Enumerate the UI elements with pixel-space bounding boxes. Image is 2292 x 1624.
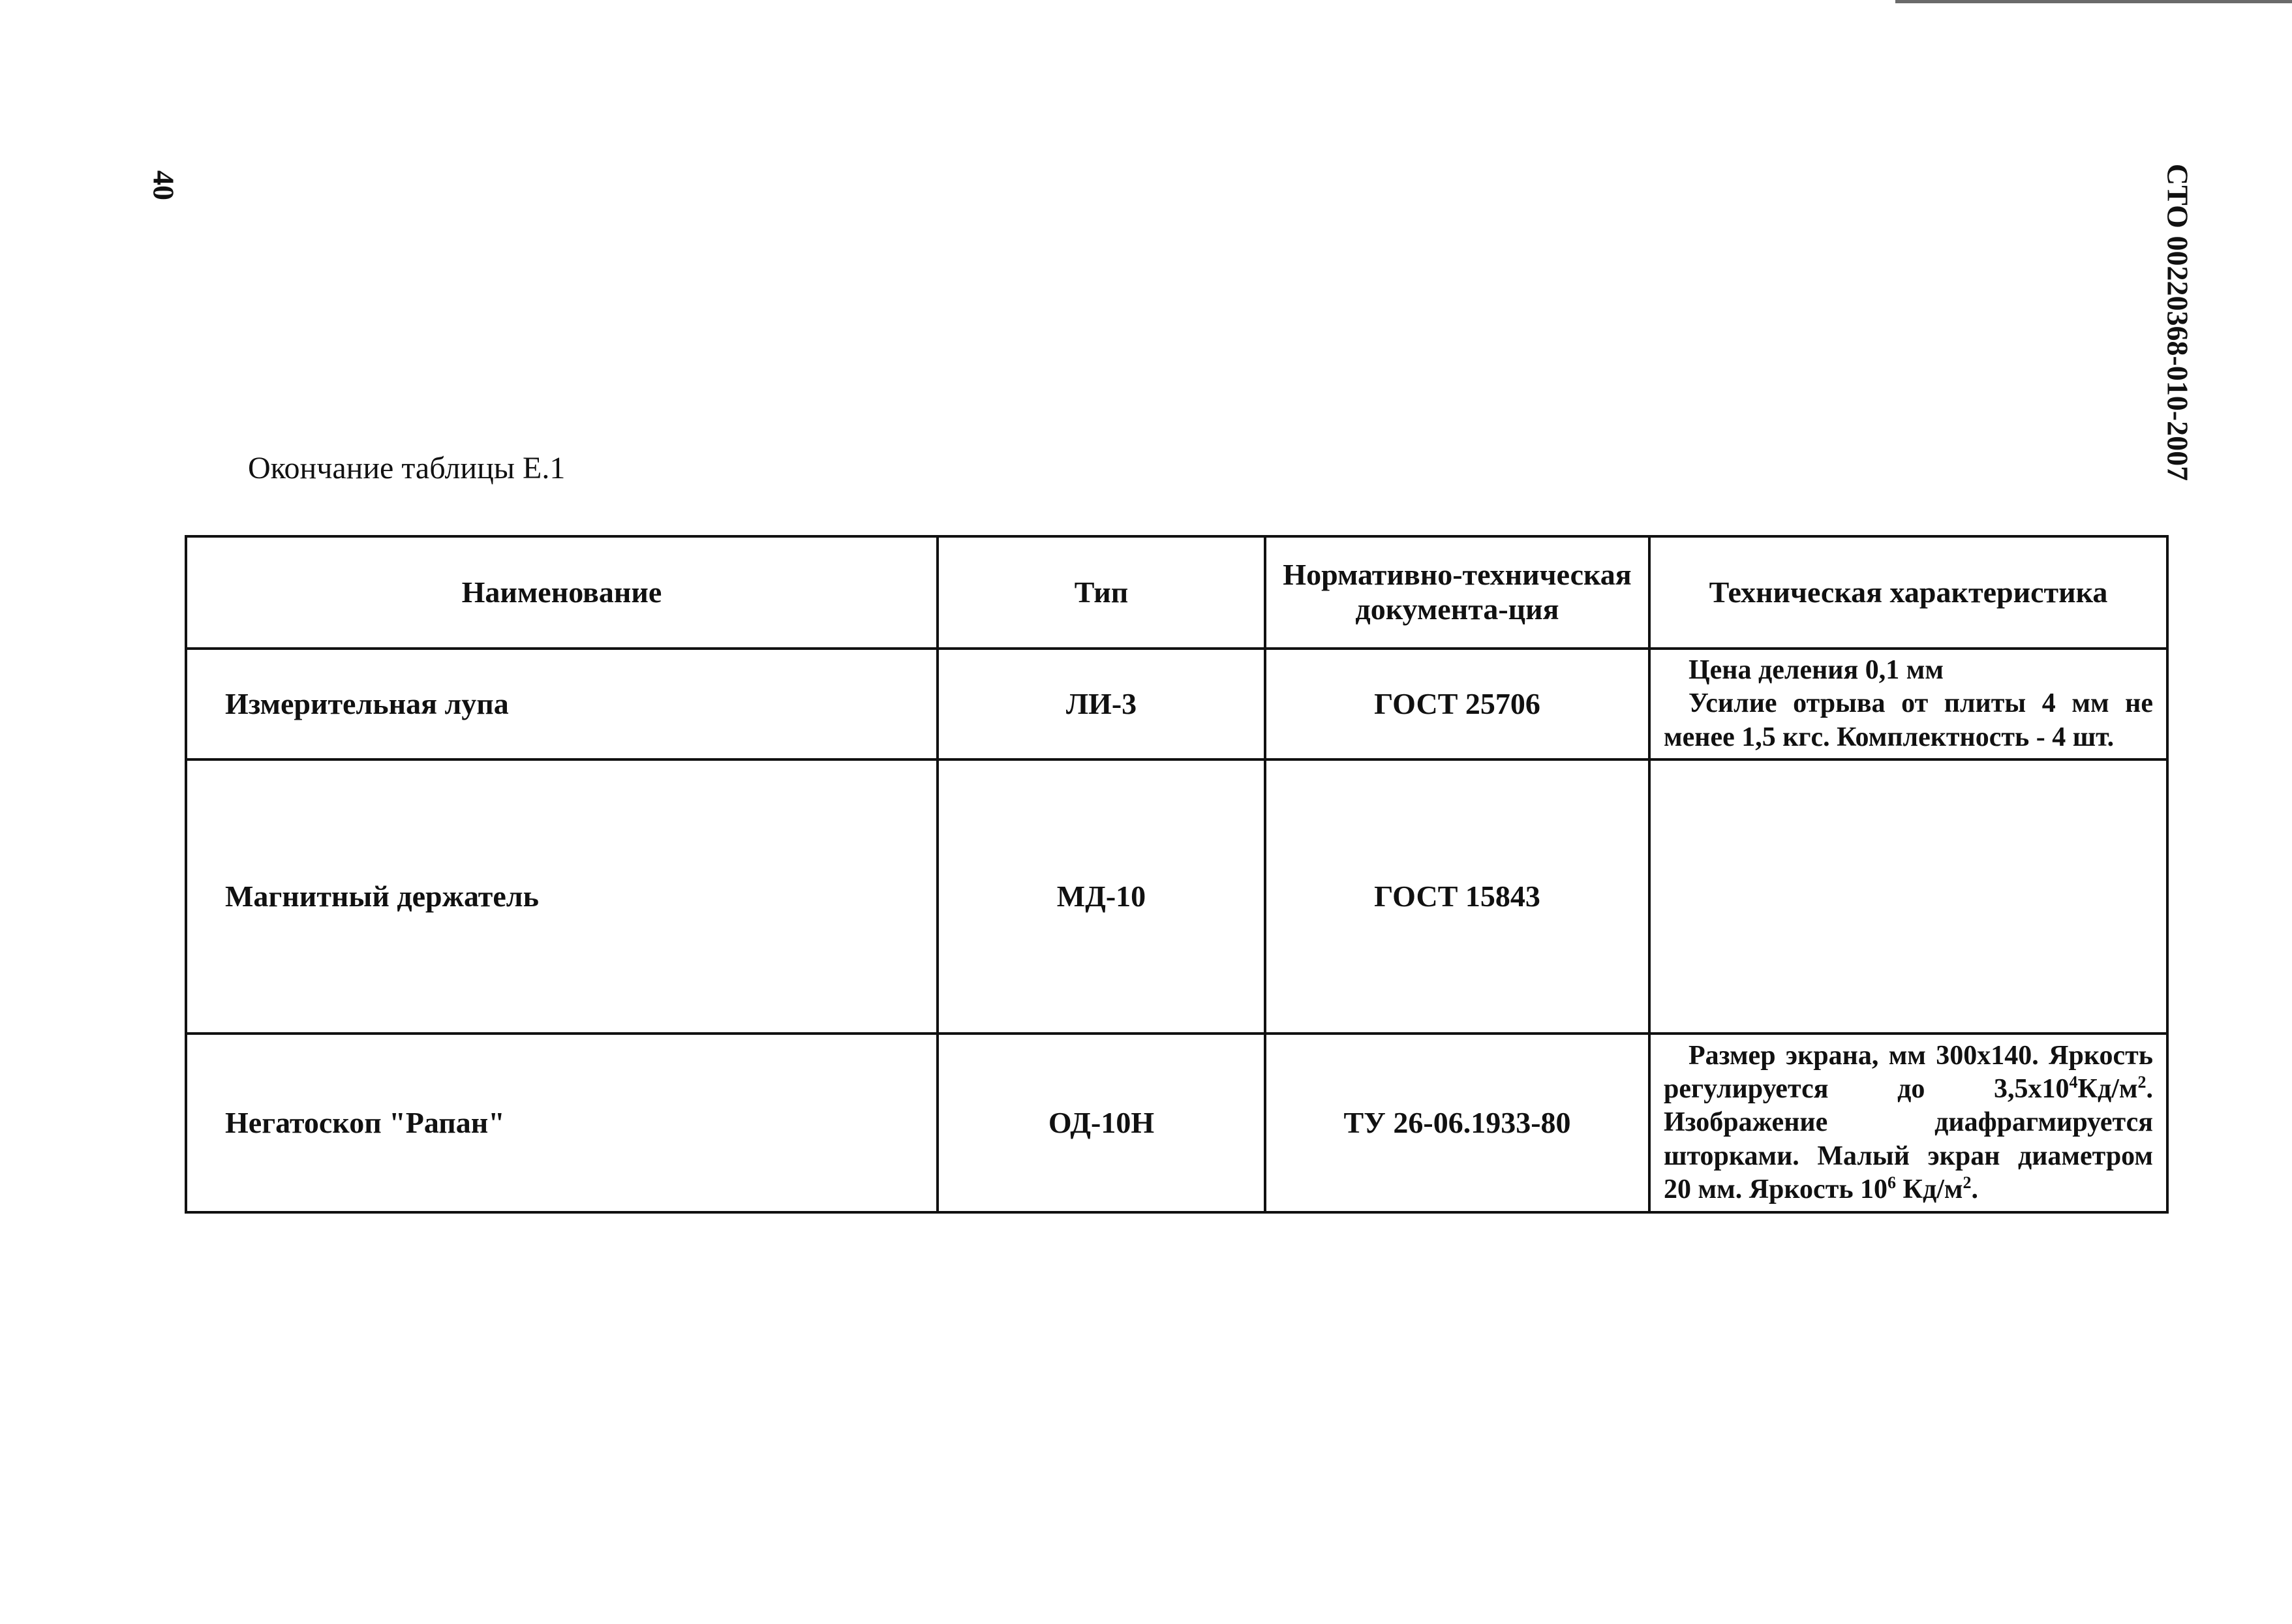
page-number: 40: [147, 170, 181, 200]
table-row: [186, 649, 2167, 759]
tech-text: Кд/м: [2077, 1074, 2138, 1105]
document-code: СТО 00220368-010-2007: [2161, 163, 2195, 482]
cell-tech: [1649, 759, 2167, 1034]
cell-name: Магнитный держатель: [186, 759, 938, 1034]
cell-doc: ГОСТ 25706: [1265, 649, 1649, 759]
tech-paragraph: Усилие отрыва от плиты 4 мм не менее 1,5 кгс. Комплектность - 4 шт.: [1664, 688, 2153, 752]
header-name: Наименование: [186, 536, 938, 649]
table-caption: Окончание таблицы Е.1: [248, 451, 566, 485]
equipment-table: [185, 535, 2169, 1214]
header-type: Тип: [938, 536, 1265, 649]
table-row: [186, 759, 2167, 1034]
table-row: [186, 1034, 2167, 1212]
cell-doc: ТУ 26-06.1933-80: [1265, 1034, 1649, 1212]
cell-type: ОД-10Н: [938, 1034, 1265, 1212]
cell-name: Негатоскоп "Рапан": [186, 1034, 938, 1212]
table-header-row: [186, 536, 2167, 649]
tech-text: Кд/м: [1896, 1174, 1963, 1204]
header-doc: [1265, 536, 1649, 649]
top-rule: [1895, 0, 2292, 3]
tech-paragraph: [1664, 1039, 2153, 1206]
header-tech: Техническая характеристика: [1649, 536, 2167, 649]
cell-tech: [1649, 1034, 2167, 1212]
superscript: 2: [1963, 1172, 1972, 1192]
header-doc-text: Нормативно-техническая документа-ция: [1283, 558, 1632, 626]
cell-type: ЛИ-3: [938, 649, 1265, 759]
cell-doc: ГОСТ 15843: [1265, 759, 1649, 1034]
superscript: 4: [2069, 1073, 2078, 1092]
cell-tech: [1649, 649, 2167, 759]
superscript: 6: [1887, 1172, 1897, 1192]
cell-type: МД-10: [938, 759, 1265, 1034]
superscript: 2: [2137, 1073, 2147, 1092]
tech-paragraph: Цена деления 0,1 мм: [1688, 655, 1944, 686]
tech-text: . Изображение диафрагмируется шторками. Малый экран диаметром 20 мм. Яркость 10: [1664, 1074, 2153, 1204]
tech-text: Размер экрана, мм 300x140. Яркость регулируется до 3,5x10: [1664, 1040, 2153, 1105]
tech-text: .: [1971, 1174, 1979, 1204]
cell-name: Измерительная лупа: [186, 649, 938, 759]
